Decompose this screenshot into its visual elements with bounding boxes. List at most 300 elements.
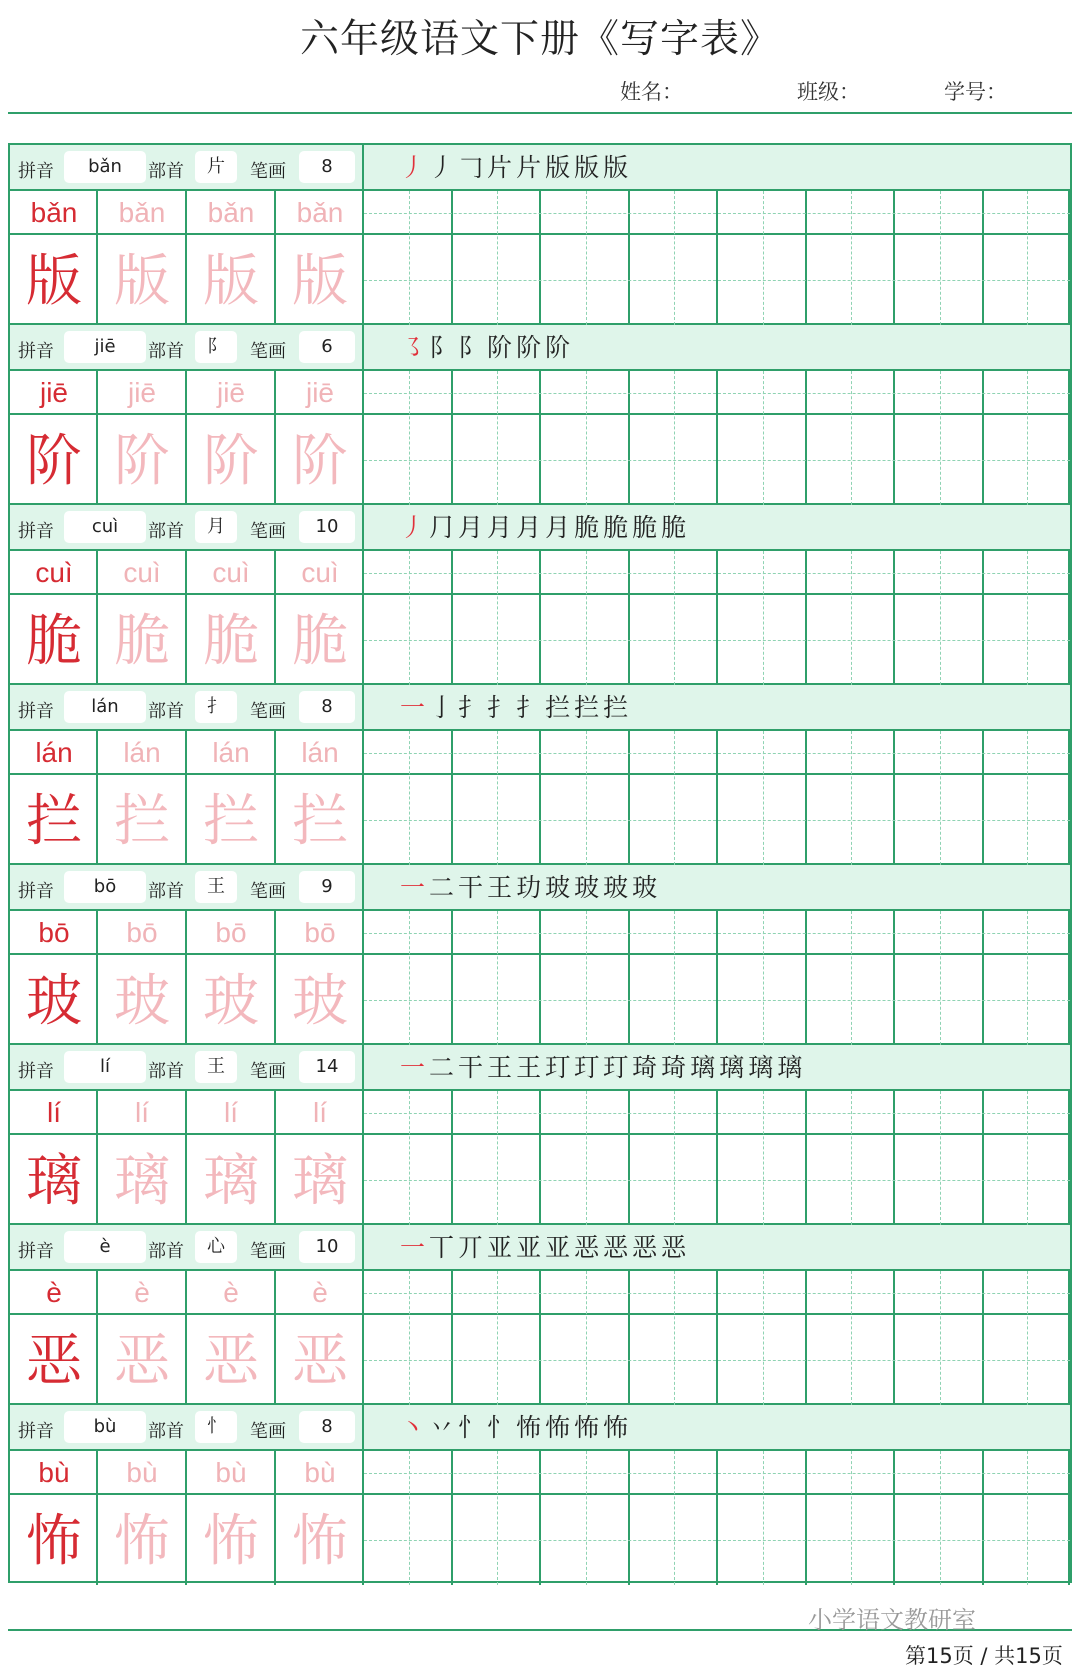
cell-guide <box>674 1091 675 1225</box>
character-trace: 脆 <box>292 609 348 674</box>
stroke-step: 璃 <box>748 1053 778 1082</box>
pinyin-label: 拼音 <box>18 701 54 722</box>
character-trace: 版 <box>203 249 259 314</box>
stroke-step: 一 <box>400 873 430 902</box>
character-trace: 版 <box>114 249 170 314</box>
pinyin-trace: bù <box>304 1457 336 1488</box>
pinyin-label: 拼音 <box>18 161 54 182</box>
cell-guide <box>409 551 410 685</box>
cell-guide <box>674 731 675 865</box>
stroke-step: 一 <box>400 1233 430 1262</box>
strokes-label: 笔画 <box>250 701 286 722</box>
cell-guide <box>409 731 410 865</box>
character-block <box>10 145 1070 325</box>
pinyin-trace: bù <box>215 1457 247 1488</box>
radical-value: 王 <box>195 1051 237 1083</box>
stroke-step: 片 <box>516 153 546 182</box>
character-block <box>10 1225 1070 1405</box>
stroke-step: 怖 <box>603 1413 633 1442</box>
cell-guide <box>674 551 675 685</box>
stroke-step: 王 <box>487 1053 517 1082</box>
stroke-order-sequence <box>400 151 632 185</box>
radical-label: 部首 <box>148 521 184 542</box>
info-bar <box>10 145 1070 191</box>
stroke-count-value: 8 <box>299 151 355 183</box>
pinyin-trace: bǎn <box>296 197 344 228</box>
cell-guide <box>1027 551 1028 685</box>
character-trace: 拦 <box>203 789 259 854</box>
practice-cells <box>10 371 1070 505</box>
stroke-step: 恶 <box>603 1233 633 1262</box>
stroke-step: 一 <box>400 1053 430 1082</box>
cell-guide <box>1027 1451 1028 1585</box>
stroke-step: 阝 <box>429 333 459 362</box>
pinyin-value: è <box>64 1231 146 1263</box>
practice-cells <box>10 551 1070 685</box>
character-trace: 恶 <box>114 1329 170 1394</box>
cell-guide <box>497 911 498 1045</box>
stroke-step: 玎 <box>574 1053 604 1082</box>
cell-guide <box>364 460 1070 461</box>
pinyin-guide <box>364 1113 1070 1114</box>
character-trace: 璃 <box>114 1149 170 1214</box>
character-trace: 恶 <box>203 1329 259 1394</box>
cell-guide <box>586 191 587 325</box>
pinyin-trace: cuì <box>212 557 250 588</box>
info-bar <box>10 1045 1070 1091</box>
stroke-step: 忄 <box>487 1413 517 1442</box>
cell-guide <box>1027 731 1028 865</box>
pinyin-trace: lán <box>212 737 250 768</box>
stroke-step: 丷 <box>429 1413 459 1442</box>
pinyin-trace: bō <box>126 917 158 948</box>
stroke-step: 丿 <box>400 153 430 182</box>
cell-guide <box>497 731 498 865</box>
stroke-step: 版 <box>574 153 604 182</box>
pinyin-trace: lí <box>135 1097 149 1128</box>
radical-value: 扌 <box>195 691 237 723</box>
cell-guide <box>763 1271 764 1405</box>
stroke-step: 丿 <box>400 513 430 542</box>
stroke-step: ⺆ <box>429 513 459 542</box>
stroke-count-value: 9 <box>299 871 355 903</box>
cell-guide <box>851 1451 852 1585</box>
cell-guide <box>409 1451 410 1585</box>
stroke-order-sequence <box>400 331 574 365</box>
cell-guide <box>1027 1091 1028 1225</box>
radical-label: 部首 <box>148 1061 184 1082</box>
info-bar <box>10 1225 1070 1271</box>
radical-value: 王 <box>195 871 237 903</box>
cell-guide <box>851 371 852 505</box>
cell-guide <box>763 371 764 505</box>
radical-label: 部首 <box>148 701 184 722</box>
pinyin-trace: bǎn <box>118 197 166 228</box>
stroke-step: 玎 <box>545 1053 575 1082</box>
stroke-step: 丅 <box>429 1233 459 1262</box>
pinyin-trace: bǎn <box>207 197 255 228</box>
character-model: 版 <box>26 249 82 314</box>
character-trace: 拦 <box>114 789 170 854</box>
stroke-step: 脆 <box>574 513 604 542</box>
stroke-step: 玻 <box>545 873 575 902</box>
character-trace: 阶 <box>114 429 170 494</box>
pinyin-value: cuì <box>64 511 146 543</box>
stroke-step: 拦 <box>603 693 633 722</box>
cell-guide <box>940 371 941 505</box>
stroke-step: 丌 <box>458 1233 488 1262</box>
stroke-step: 忄 <box>458 1413 488 1442</box>
cell-guide <box>674 1451 675 1585</box>
stroke-step: 恶 <box>574 1233 604 1262</box>
practice-cells <box>10 1091 1070 1225</box>
cell-guide <box>409 191 410 325</box>
stroke-count-value: 6 <box>299 331 355 363</box>
strokes-label: 笔画 <box>250 1061 286 1082</box>
radical-value: 阝 <box>195 331 237 363</box>
cell-guide <box>1027 1271 1028 1405</box>
info-bar <box>10 1405 1070 1451</box>
strokes-label: 笔画 <box>250 1241 286 1262</box>
pinyin-guide <box>364 933 1070 934</box>
pinyin-guide <box>364 1473 1070 1474</box>
radical-label: 部首 <box>148 1421 184 1442</box>
cell-guide <box>497 191 498 325</box>
radical-value: 片 <box>195 151 237 183</box>
stroke-step: 丿 <box>429 153 459 182</box>
cell-guide <box>586 1271 587 1405</box>
stroke-step: 片 <box>487 153 517 182</box>
character-trace: 璃 <box>203 1149 259 1214</box>
character-trace: 脆 <box>114 609 170 674</box>
cell-guide <box>497 371 498 505</box>
strokes-label: 笔画 <box>250 161 286 182</box>
character-model: 恶 <box>26 1329 82 1394</box>
stroke-step: 怖 <box>574 1413 604 1442</box>
pinyin-trace: cuì <box>301 557 339 588</box>
stroke-step: 干 <box>458 1053 488 1082</box>
cell-guide <box>364 640 1070 641</box>
header-divider <box>8 112 1072 114</box>
cell-guide <box>940 911 941 1045</box>
practice-cells <box>10 731 1070 865</box>
info-bar <box>10 505 1070 551</box>
cell-guide <box>586 371 587 505</box>
stroke-step: 月 <box>458 513 488 542</box>
character-block <box>10 505 1070 685</box>
practice-cells <box>10 191 1070 325</box>
cell-guide <box>940 551 941 685</box>
stroke-step: 扌 <box>516 693 546 722</box>
strokes-label: 笔画 <box>250 1421 286 1442</box>
stroke-step: 玻 <box>603 873 633 902</box>
page-indicator: 第15页 / 共15页 <box>905 1644 1063 1668</box>
cell-guide <box>364 1360 1070 1361</box>
cell-guide <box>851 551 852 685</box>
cell-guide <box>586 731 587 865</box>
cell-guide <box>763 551 764 685</box>
cell-guide <box>674 191 675 325</box>
character-trace: 阶 <box>203 429 259 494</box>
cell-guide <box>409 1271 410 1405</box>
character-trace: 玻 <box>114 969 170 1034</box>
stroke-step: 阶 <box>516 333 546 362</box>
pinyin-guide <box>364 393 1070 394</box>
stroke-step: 琦 <box>661 1053 691 1082</box>
cell-guide <box>1027 191 1028 325</box>
stroke-step: 亅 <box>429 693 459 722</box>
stroke-order-sequence <box>400 511 690 545</box>
pinyin-model: bǎn <box>30 197 78 228</box>
stroke-step: 月 <box>516 513 546 542</box>
practice-cells <box>10 1451 1070 1585</box>
stroke-step: 扌 <box>458 693 488 722</box>
stroke-count-value: 8 <box>299 1411 355 1443</box>
cell-guide <box>851 731 852 865</box>
stroke-order-sequence <box>400 871 661 905</box>
stroke-order-sequence <box>400 1411 632 1445</box>
character-model: 怖 <box>26 1509 82 1574</box>
pinyin-label: 拼音 <box>18 1241 54 1262</box>
character-trace: 玻 <box>203 969 259 1034</box>
radical-label: 部首 <box>148 881 184 902</box>
pinyin-trace: bō <box>304 917 336 948</box>
class-label: 班级： <box>797 80 860 104</box>
pinyin-trace: lí <box>313 1097 327 1128</box>
pinyin-value: jiē <box>64 331 146 363</box>
cell-guide <box>763 191 764 325</box>
stroke-order-sequence <box>400 1051 806 1085</box>
stroke-step: 亚 <box>516 1233 546 1262</box>
stroke-count-value: 10 <box>299 1231 355 1263</box>
stroke-step: 璃 <box>719 1053 749 1082</box>
pinyin-trace: jiē <box>127 377 156 408</box>
pinyin-label: 拼音 <box>18 881 54 902</box>
cell-guide <box>364 280 1070 281</box>
character-block <box>10 1405 1070 1585</box>
pinyin-value: lán <box>64 691 146 723</box>
cell-guide <box>586 551 587 685</box>
stroke-step: 恶 <box>632 1233 662 1262</box>
practice-cells <box>10 911 1070 1045</box>
info-bar <box>10 325 1070 371</box>
stroke-step: 版 <box>545 153 575 182</box>
cell-guide <box>1027 371 1028 505</box>
pinyin-model: cuì <box>35 557 73 588</box>
stroke-step: 王 <box>487 873 517 902</box>
character-trace: 版 <box>292 249 348 314</box>
watermark: 小学语文教研室 <box>808 1606 976 1634</box>
character-trace: 阶 <box>292 429 348 494</box>
writing-grid <box>8 143 1072 1583</box>
cell-guide <box>763 911 764 1045</box>
cell-guide <box>586 1091 587 1225</box>
pinyin-value: bù <box>64 1411 146 1443</box>
stroke-step: 阶 <box>487 333 517 362</box>
character-block <box>10 685 1070 865</box>
character-model: 拦 <box>26 789 82 854</box>
pinyin-trace: è <box>223 1277 239 1308</box>
cell-guide <box>364 820 1070 821</box>
cell-guide <box>940 731 941 865</box>
pinyin-trace: cuì <box>123 557 161 588</box>
character-trace: 玻 <box>292 969 348 1034</box>
character-trace: 怖 <box>203 1509 259 1574</box>
pinyin-guide <box>364 753 1070 754</box>
radical-label: 部首 <box>148 341 184 362</box>
stroke-step: 玻 <box>632 873 662 902</box>
cell-guide <box>763 1091 764 1225</box>
pinyin-label: 拼音 <box>18 521 54 542</box>
stroke-step: 脆 <box>661 513 691 542</box>
character-trace: 恶 <box>292 1329 348 1394</box>
stroke-order-sequence <box>400 1231 690 1265</box>
character-block <box>10 865 1070 1045</box>
pinyin-trace: bō <box>215 917 247 948</box>
cell-guide <box>940 1451 941 1585</box>
pinyin-value: bǎn <box>64 151 146 183</box>
pinyin-trace: jiē <box>305 377 334 408</box>
character-trace: 拦 <box>292 789 348 854</box>
practice-cells <box>10 1271 1070 1405</box>
stroke-step: 一 <box>400 693 430 722</box>
cell-guide <box>940 1091 941 1225</box>
cell-guide <box>409 911 410 1045</box>
cell-guide <box>940 191 941 325</box>
pinyin-model: è <box>46 1277 62 1308</box>
cell-guide <box>940 1271 941 1405</box>
cell-guide <box>851 1091 852 1225</box>
page-title: 六年级语文下册《写字表》 <box>299 17 780 62</box>
stroke-step: 恶 <box>661 1233 691 1262</box>
stroke-step: 亚 <box>545 1233 575 1262</box>
character-trace: 怖 <box>114 1509 170 1574</box>
stroke-step: 琦 <box>632 1053 662 1082</box>
character-trace: 璃 <box>292 1149 348 1214</box>
cell-guide <box>586 1451 587 1585</box>
pinyin-guide <box>364 1293 1070 1294</box>
pinyin-trace: bù <box>126 1457 158 1488</box>
pinyin-model: lán <box>35 737 73 768</box>
character-model: 脆 <box>26 609 82 674</box>
cell-guide <box>674 1271 675 1405</box>
stroke-step: 璃 <box>690 1053 720 1082</box>
character-block <box>10 1045 1070 1225</box>
stroke-step: 干 <box>458 873 488 902</box>
radical-value: 月 <box>195 511 237 543</box>
stroke-step: 玻 <box>574 873 604 902</box>
stroke-step: 亚 <box>487 1233 517 1262</box>
cell-guide <box>364 1540 1070 1541</box>
pinyin-trace: jiē <box>216 377 245 408</box>
cell-guide <box>364 1180 1070 1181</box>
character-model: 玻 <box>26 969 82 1034</box>
student-id-label: 学号： <box>944 80 1007 104</box>
cell-guide <box>674 371 675 505</box>
pinyin-trace: lí <box>224 1097 238 1128</box>
cell-guide <box>586 911 587 1045</box>
character-trace: 怖 <box>292 1509 348 1574</box>
pinyin-trace: è <box>134 1277 150 1308</box>
stroke-step: ㇌ <box>400 333 430 362</box>
stroke-count-value: 8 <box>299 691 355 723</box>
cell-guide <box>364 1000 1070 1001</box>
pinyin-trace: è <box>312 1277 328 1308</box>
stroke-step: 二 <box>429 873 459 902</box>
character-block <box>10 325 1070 505</box>
info-bar <box>10 865 1070 911</box>
pinyin-model: bù <box>38 1457 70 1488</box>
pinyin-trace: lán <box>123 737 161 768</box>
stroke-step: 脆 <box>632 513 662 542</box>
pinyin-guide <box>364 573 1070 574</box>
strokes-label: 笔画 <box>250 521 286 542</box>
strokes-label: 笔画 <box>250 881 286 902</box>
stroke-step: 阶 <box>545 333 575 362</box>
stroke-step: 拦 <box>574 693 604 722</box>
cell-guide <box>409 371 410 505</box>
stroke-count-value: 10 <box>299 511 355 543</box>
cell-guide <box>851 1271 852 1405</box>
stroke-step: 怖 <box>545 1413 575 1442</box>
cell-guide <box>409 1091 410 1225</box>
pinyin-guide <box>364 213 1070 214</box>
character-trace: 脆 <box>203 609 259 674</box>
cell-guide <box>497 1451 498 1585</box>
cell-guide <box>851 911 852 1045</box>
stroke-step: 𠃌 <box>458 153 488 182</box>
cell-guide <box>851 191 852 325</box>
pinyin-label: 拼音 <box>18 341 54 362</box>
stroke-step: 二 <box>429 1053 459 1082</box>
pinyin-value: bō <box>64 871 146 903</box>
pinyin-model: lí <box>47 1097 61 1128</box>
pinyin-label: 拼音 <box>18 1061 54 1082</box>
pinyin-value: lí <box>64 1051 146 1083</box>
name-label: 姓名： <box>620 80 683 104</box>
strokes-label: 笔画 <box>250 341 286 362</box>
cell-guide <box>674 911 675 1045</box>
cell-guide <box>763 1451 764 1585</box>
stroke-step: 丶 <box>400 1413 430 1442</box>
stroke-count-value: 14 <box>299 1051 355 1083</box>
info-bar <box>10 685 1070 731</box>
pinyin-trace: lán <box>301 737 339 768</box>
stroke-step: 玏 <box>516 873 546 902</box>
stroke-step: 璃 <box>777 1053 807 1082</box>
radical-value: 忄 <box>195 1411 237 1443</box>
stroke-step: 拦 <box>545 693 575 722</box>
stroke-step: 月 <box>545 513 575 542</box>
pinyin-model: jiē <box>39 377 68 408</box>
stroke-step: 玎 <box>603 1053 633 1082</box>
stroke-step: 阝 <box>458 333 488 362</box>
radical-label: 部首 <box>148 1241 184 1262</box>
radical-label: 部首 <box>148 161 184 182</box>
character-model: 璃 <box>26 1149 82 1214</box>
pinyin-label: 拼音 <box>18 1421 54 1442</box>
cell-guide <box>497 1271 498 1405</box>
pinyin-model: bō <box>38 917 70 948</box>
cell-guide <box>497 551 498 685</box>
cell-guide <box>763 731 764 865</box>
stroke-step: 脆 <box>603 513 633 542</box>
stroke-step: 王 <box>516 1053 546 1082</box>
stroke-step: 月 <box>487 513 517 542</box>
cell-guide <box>497 1091 498 1225</box>
stroke-step: 怖 <box>516 1413 546 1442</box>
stroke-step: 版 <box>603 153 633 182</box>
